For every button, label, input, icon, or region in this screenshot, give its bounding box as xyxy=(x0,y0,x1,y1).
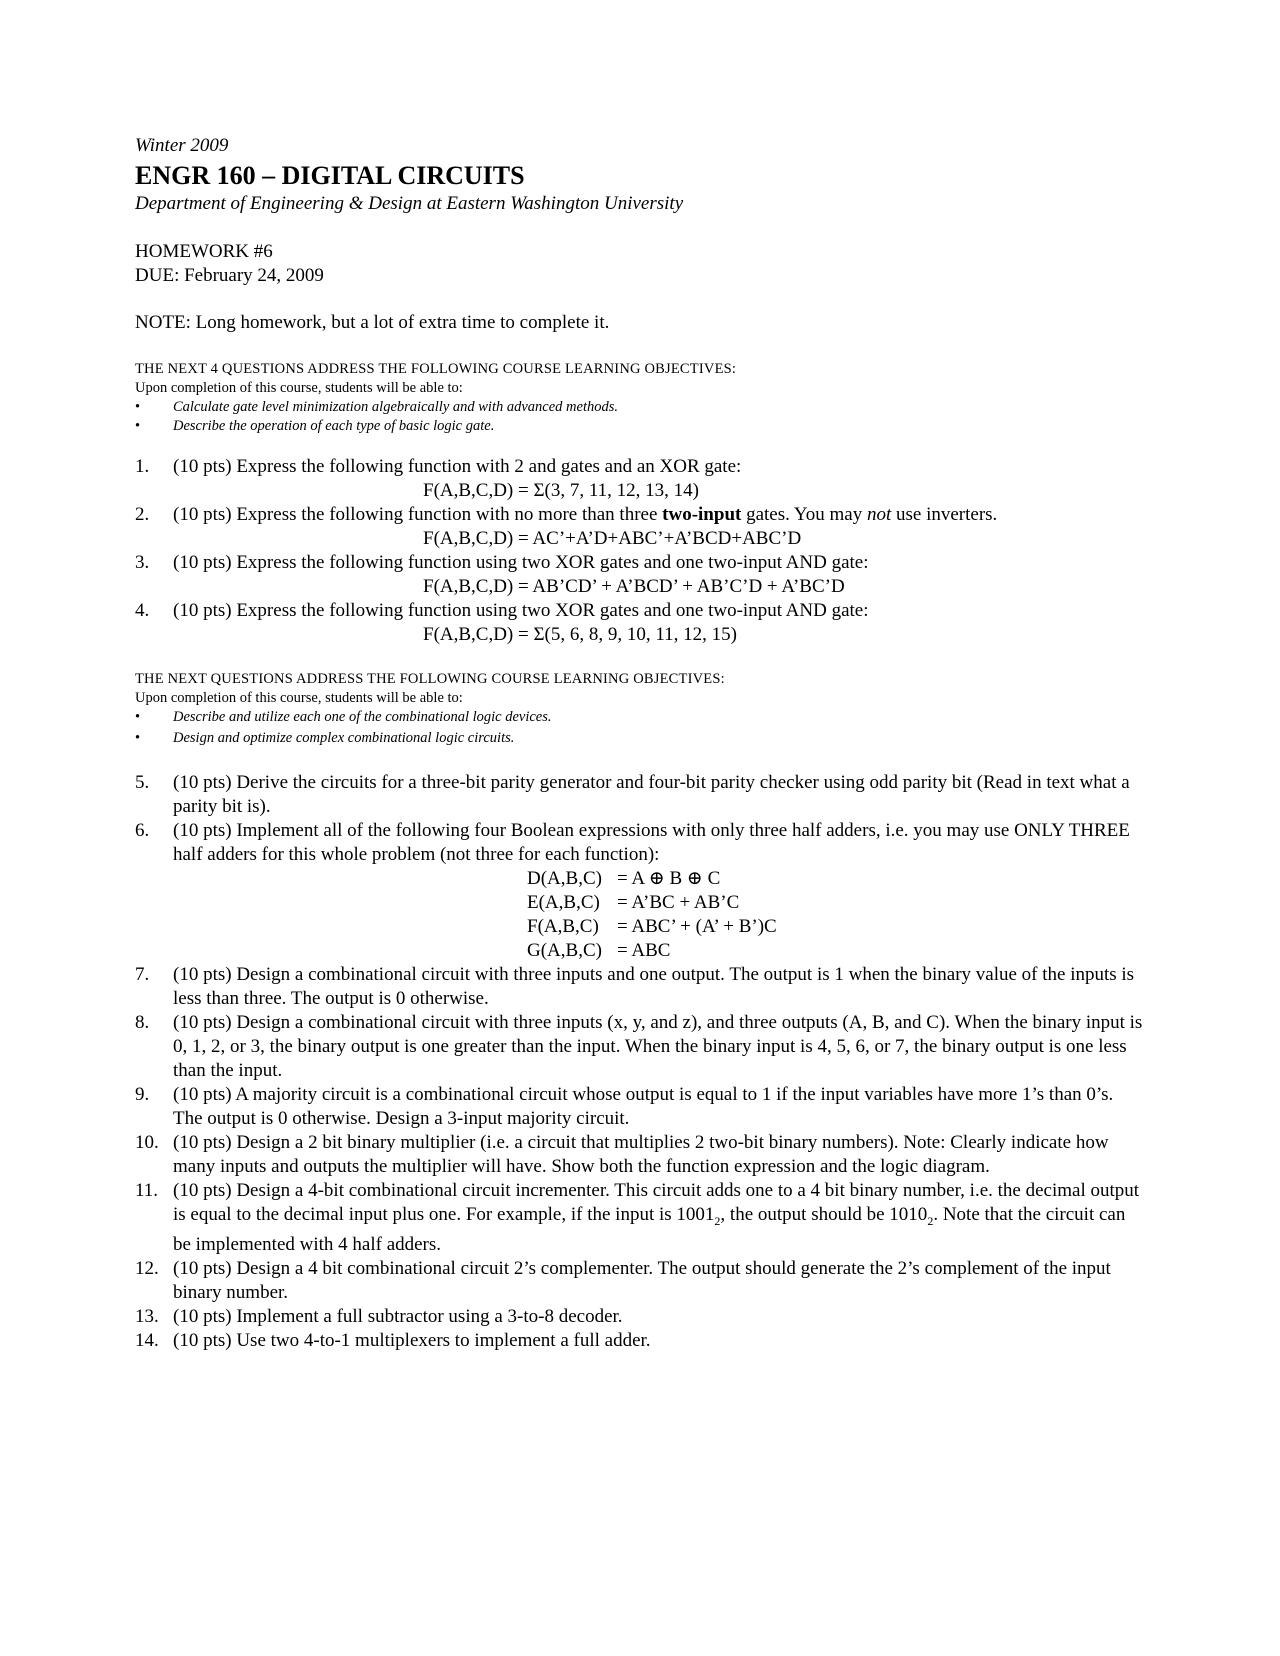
question-number: 13. xyxy=(135,1305,159,1327)
learning-objectives-2 xyxy=(135,670,1145,748)
question-number: 10. xyxy=(135,1132,159,1153)
objective-item: • Describe and utilize each one of the combinational logic devices. xyxy=(135,709,552,725)
expression-row: G(A,B,C) = ABC xyxy=(527,940,671,961)
homework-note: NOTE: Long homework, but a lot of extra time to complete it. xyxy=(135,312,610,333)
question-number: 2. xyxy=(135,504,150,525)
question-text: (10 pts) Design a 2 bit binary multiplier (i.e. a circuit that multiplies 2 two-bit binary numbers). Note: Clearly indicate how many inputs and outputs the multiplier will have. Show both the function expression and the logic diagram. xyxy=(173,1132,1109,1177)
question-4 xyxy=(135,599,1145,647)
expression-block xyxy=(173,867,1145,963)
question-number: 6. xyxy=(135,820,150,841)
question-14 xyxy=(135,1329,1145,1353)
due-line xyxy=(135,264,1145,288)
due-label: DUE xyxy=(135,265,175,286)
question-9 xyxy=(135,1083,1145,1131)
question-11 xyxy=(135,1179,1145,1257)
question-formula: F(A,B,C,D) = Σ(3, 7, 11, 12, 13, 14) xyxy=(423,480,699,501)
question-12 xyxy=(135,1257,1145,1305)
question-8 xyxy=(135,1011,1145,1083)
question-text: (10 pts) Express the following function with no more than three two-input gates. You may not use inverters. xyxy=(173,504,998,525)
objectives-list xyxy=(135,708,1145,748)
bullet-icon: • xyxy=(135,730,141,746)
semester-label: Winter 2009 xyxy=(135,135,229,156)
objectives-list xyxy=(135,398,1145,436)
question-13 xyxy=(135,1305,1145,1329)
objectives-intro: Upon completion of this course, students will be able to: xyxy=(135,380,463,396)
question-number: 12. xyxy=(135,1257,159,1279)
question-text: (10 pts) Implement a full subtractor using a 3-to-8 decoder. xyxy=(173,1305,623,1327)
question-text: (10 pts) Express the following function using two XOR gates and one two-input AND gate: xyxy=(173,552,869,573)
question-10 xyxy=(135,1131,1145,1179)
question-formula: F(A,B,C,D) = AB’CD’ + A’BCD’ + AB’C’D + A’BC’D xyxy=(423,576,845,597)
question-number: 4. xyxy=(135,600,150,621)
objective-item: • Describe the operation of each type of basic logic gate. xyxy=(135,418,495,434)
question-text: (10 pts) Express the following function with 2 and gates and an XOR gate: xyxy=(173,456,742,477)
objective-item: • Design and optimize complex combinational logic circuits. xyxy=(135,730,515,746)
homework-info xyxy=(135,240,1145,288)
question-text: (10 pts) Design a combinational circuit with three inputs (x, y, and z), and three outputs (A, B, and C). When the binary input is 0, 1, 2, or 3, the binary output is one greater than the input. When the binary input is 4, 5, 6, or 7, the binary output is one less than the input. xyxy=(173,1012,1143,1081)
question-number: 11. xyxy=(135,1180,159,1201)
expression-row: F(A,B,C) = ABC’ + (A’ + B’)C xyxy=(527,916,777,937)
question-number: 3. xyxy=(135,552,150,573)
question-7 xyxy=(135,963,1145,1011)
question-text: (10 pts) Implement all of the following four Boolean expressions with only three half adders, i.e. you may use ONLY THREE half adders for this whole problem (not three for each function): xyxy=(173,820,1130,865)
bullet-icon: • xyxy=(135,418,141,434)
question-text: (10 pts) A majority circuit is a combinational circuit whose output is equal to 1 if the input variables have more 1’s than 0’s. The output is 0 otherwise. Design a 3-input majority circuit. xyxy=(173,1084,1114,1129)
learning-objectives-1 xyxy=(135,360,1145,436)
objective-item: • Calculate gate level minimization algebraically and with advanced methods. xyxy=(135,399,618,415)
objectives-heading: THE NEXT QUESTIONS ADDRESS THE FOLLOWING COURSE LEARNING OBJECTIVES: xyxy=(135,671,725,687)
question-formula: F(A,B,C,D) = AC’+A’D+ABC’+A’BCD+ABC’D xyxy=(423,528,802,549)
question-number: 8. xyxy=(135,1012,150,1033)
question-3 xyxy=(135,551,1145,599)
question-2 xyxy=(135,503,1145,551)
due-date: : February 24, 2009 xyxy=(174,265,324,286)
question-text: (10 pts) Derive the circuits for a three-bit parity generator and four-bit parity checker using odd parity bit (Read in text what a parity bit is). xyxy=(173,772,1130,817)
question-number: 5. xyxy=(135,772,150,793)
question-text: (10 pts) Design a combinational circuit with three inputs and one output. The output is 1 when the binary value of the inputs is less than three. The output is 0 otherwise. xyxy=(173,964,1135,1009)
objectives-intro: Upon completion of this course, students will be able to: xyxy=(135,690,463,706)
question-number: 1. xyxy=(135,456,150,477)
question-number: 14. xyxy=(135,1329,159,1351)
question-number: 7. xyxy=(135,964,150,985)
homework-document xyxy=(135,134,1145,1353)
question-formula: F(A,B,C,D) = Σ(5, 6, 8, 9, 10, 11, 12, 15) xyxy=(423,624,737,645)
question-list-1 xyxy=(135,455,1145,647)
question-text: (10 pts) Design a 4 bit combinational circuit 2’s complementer. The output should generate the 2’s complement of the input binary number. xyxy=(173,1257,1111,1303)
expression-row: E(A,B,C) = A’BC + AB’C xyxy=(527,892,740,913)
department-line: Department of Engineering & Design at Eastern Washington University xyxy=(135,193,684,214)
question-1 xyxy=(135,455,1145,503)
question-text: (10 pts) Express the following function using two XOR gates and one two-input AND gate: xyxy=(173,600,869,621)
question-list-2 xyxy=(135,771,1145,1353)
question-text: (10 pts) Design a 4-bit combinational circuit incrementer. This circuit adds one to a 4 bit binary number, i.e. the decimal output is equal to the decimal input plus one. For example, if the input is $1001_2$, the output should be $1010_2$. Note that the circuit can be implemented with 4 half adders. xyxy=(173,1180,1140,1255)
question-5 xyxy=(135,771,1145,819)
course-title: ENGR 160 – DIGITAL CIRCUITS xyxy=(135,161,525,190)
question-6 xyxy=(135,819,1145,963)
homework-number: HOMEWORK #6 xyxy=(135,241,273,262)
question-number: 9. xyxy=(135,1084,150,1105)
objectives-heading: THE NEXT 4 QUESTIONS ADDRESS THE FOLLOWING COURSE LEARNING OBJECTIVES: xyxy=(135,361,737,377)
bullet-icon: • xyxy=(135,399,141,415)
bullet-icon: • xyxy=(135,709,141,725)
expression-row: D(A,B,C) = A ⊕ B ⊕ C xyxy=(527,868,721,889)
question-text: (10 pts) Use two 4-to-1 multiplexers to implement a full adder. xyxy=(173,1329,651,1351)
